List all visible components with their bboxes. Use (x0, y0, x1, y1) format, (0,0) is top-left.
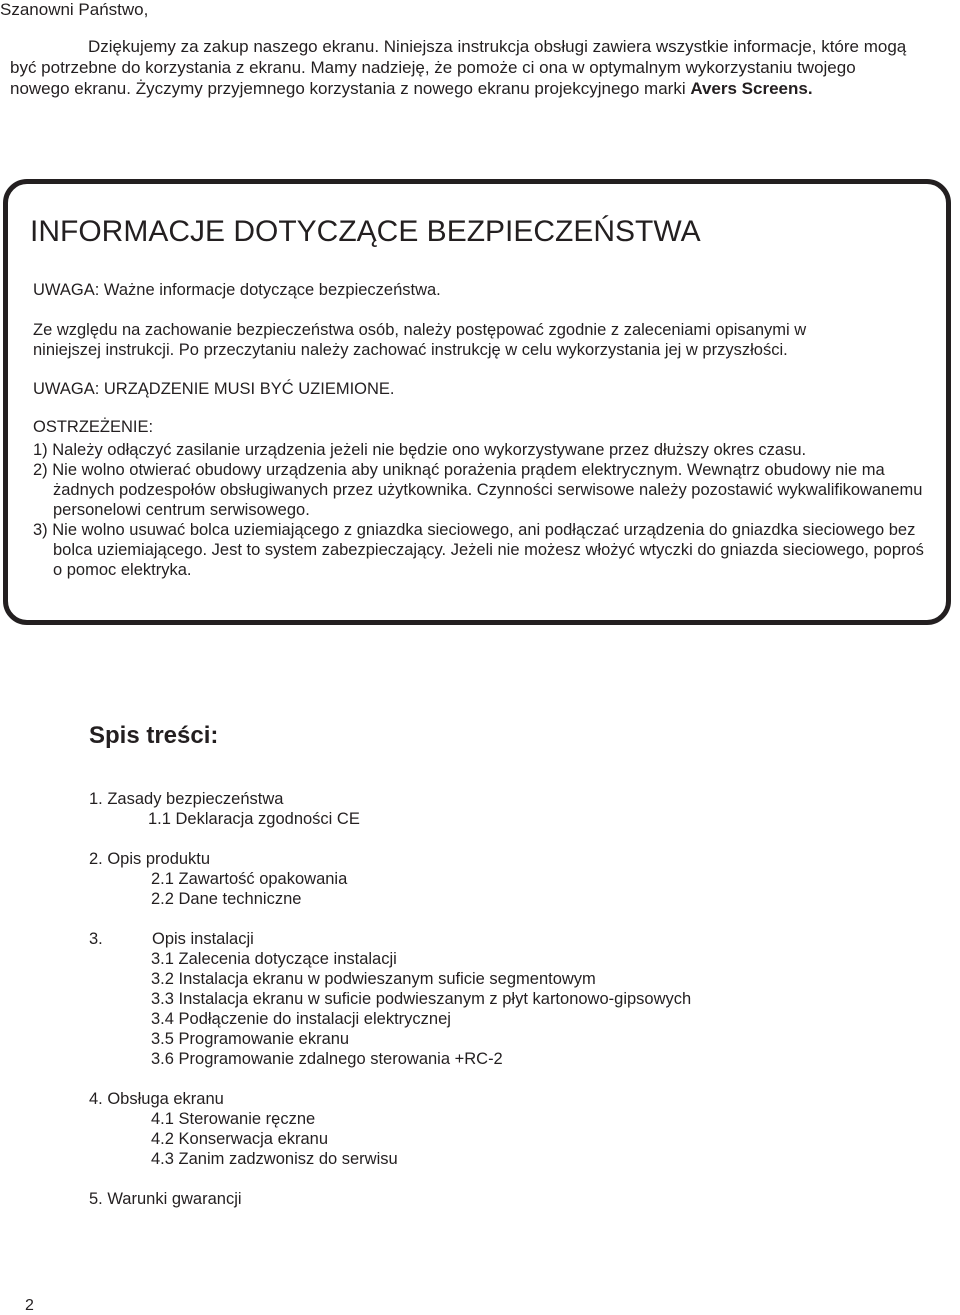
toc-subsection: 3.5 Programowanie ekranu (151, 1030, 350, 1048)
warning-item: 2) Nie wolno otwierać obudowy urządzenia aby uniknąć porażenia prądem elektrycznym. Wewnątrz obudowy nie ma żadnych podzespołów obsługiwanych przez użytkownika. Czynności serwisowe należy pozostawić wykwalifikowanemu personelowi centrum serwisowego. (33, 461, 923, 519)
grounding-note: UWAGA: URZĄDZENIE MUSI BYĆ UZIEMIONE. (33, 380, 395, 398)
toc-section: 5. Warunki gwarancji (89, 1190, 242, 1208)
table-of-contents (89, 789, 691, 1209)
safety-paragraph-line: niniejszej instrukcji. Po przeczytaniu należy zachować instrukcję w celu wykorzystania jej w przyszłości. (33, 341, 788, 359)
safety-title: INFORMACJE DOTYCZĄCE BEZPIECZEŃSTWA (30, 215, 701, 248)
toc-subsection: 3.2 Instalacja ekranu w podwieszanym suficie segmentowym (151, 970, 596, 988)
toc-subsection: 3.3 Instalacja ekranu w suficie podwieszanym z płyt kartonowo-gipsowych (151, 990, 692, 1008)
safety-note: UWAGA: Ważne informacje dotyczące bezpieczeństwa. (33, 281, 441, 299)
toc-section (89, 929, 691, 949)
page-number: 2 (25, 1297, 34, 1314)
toc-subsection: 3.6 Programowanie zdalnego sterowania +RC-2 (151, 1050, 503, 1068)
toc-section: 4. Obsługa ekranu (89, 1090, 224, 1108)
toc-subsection: 1.1 Deklaracja zgodności CE (148, 810, 360, 828)
toc-subsection: 4.3 Zanim zadzwonisz do serwisu (151, 1150, 398, 1168)
brand-name: Avers Screens. (690, 79, 813, 98)
toc-section: 2. Opis produktu (89, 850, 211, 868)
toc-subsection: 4.1 Sterowanie ręczne (151, 1110, 316, 1128)
greeting: Szanowni Państwo, (0, 0, 149, 19)
safety-paragraph-line: Ze względu na zachowanie bezpieczeństwa osób, należy postępować zgodnie z zaleceniami opisanymi w (33, 321, 807, 339)
warning-item: 3) Nie wolno usuwać bolca uziemiającego z gniazdka sieciowego, ani podłączać urządzenia do gniazdka sieciowego bez bolca uziemiającego. Jest to system zabezpieczający. Jeżeli nie możesz włożyć wtyczki do gniazda sieciowego, poproś o pomoc elektryka. (33, 521, 924, 579)
toc-subsection: 3.4 Podłączenie do instalacji elektrycznej (151, 1010, 451, 1028)
toc-subsection: 4.2 Konserwacja ekranu (151, 1130, 329, 1148)
toc-section: 1. Zasady bezpieczeństwa (89, 790, 284, 808)
intro-paragraph (10, 36, 940, 99)
warning-heading: OSTRZEŻENIE: (33, 418, 154, 436)
toc-subsection: 3.1 Zalecenia dotyczące instalacji (151, 950, 397, 968)
warning-item: 1) Należy odłączyć zasilanie urządzenia jeżeli nie będzie ono wykorzystywane przez dłuższy okres czasu. (33, 441, 807, 459)
warning-list (33, 440, 928, 580)
toc-title: Spis treści: (89, 722, 219, 749)
intro-line-text: nowego ekranu. Życzymy przyjemnego korzystania z nowego ekranu projekcyjnego marki (10, 79, 691, 98)
toc-section-number: 3. (89, 930, 103, 948)
intro-line: być potrzebne do korzystania z ekranu. Mamy nadzieję, że pomoże ci ona w optymalnym wykorzystaniu twojego (10, 58, 856, 77)
intro-line (10, 78, 940, 99)
toc-subsection: 2.1 Zawartość opakowania (151, 870, 348, 888)
toc-subsection: 2.2 Dane techniczne (151, 890, 302, 908)
intro-line: Dziękujemy za zakup naszego ekranu. Niniejsza instrukcja obsługi zawiera wszystkie informacje, które mogą (88, 37, 907, 56)
toc-section-label: Opis instalacji (152, 930, 254, 948)
